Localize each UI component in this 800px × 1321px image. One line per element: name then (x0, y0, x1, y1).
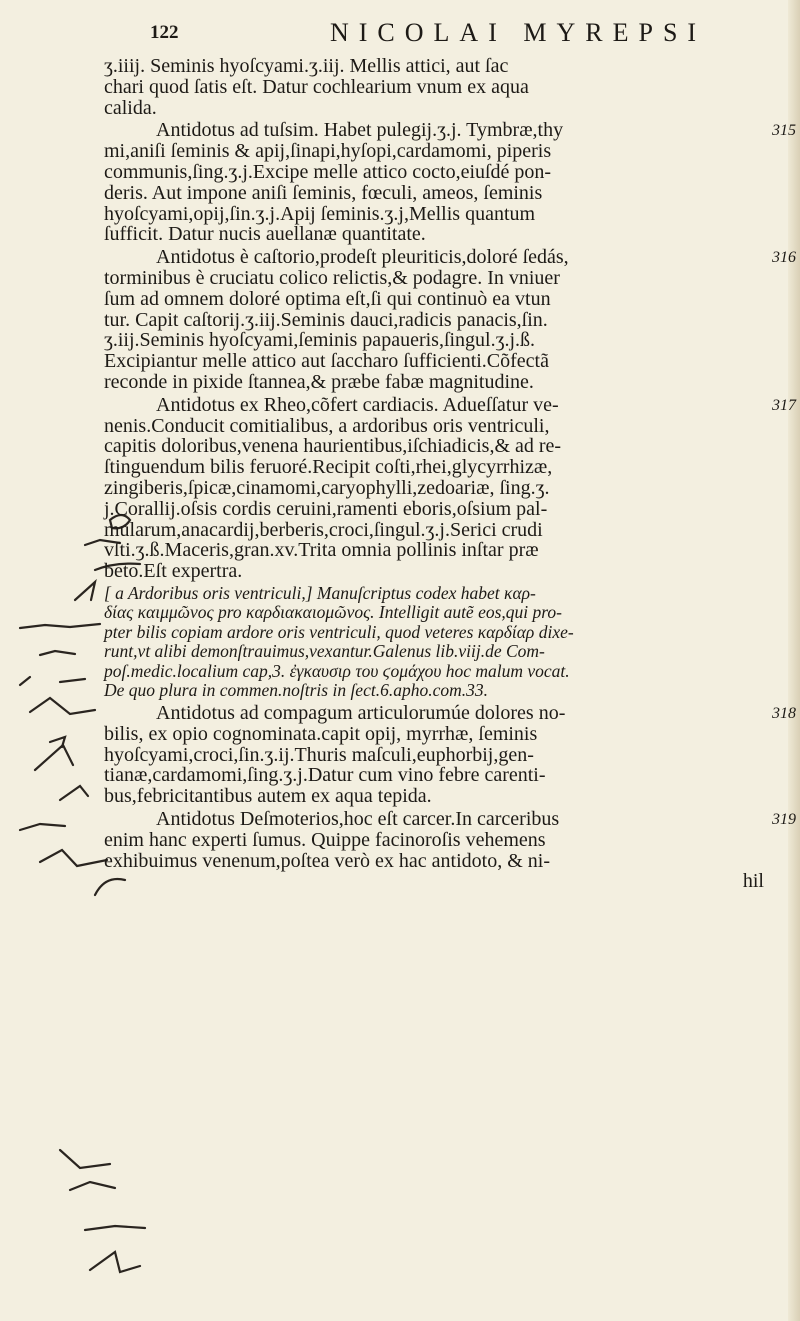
text-line: ſum ad omnem doloré optima eſt,ſi qui continuò ea vtun (104, 287, 551, 310)
text-line: j.Corallij.oſsis cordis ceruini,ramenti eboris,oſsium pal- (104, 497, 548, 520)
text-line: Antidotus Deſmoterios,hoc eſt carcer.In carceribus (156, 807, 560, 830)
page-header (40, 18, 780, 52)
footnote-line: De quo plura in commen.noſtris in ſect.6.apho.com.33. (104, 680, 488, 701)
page-edge-shadow (788, 0, 800, 1321)
text-line: Antidotus ad compagum articulorumúe dolores no- (156, 701, 566, 724)
footnote-line: poſ.medic.localium cap,3. ἐγκαυσιρ του ϛομάχου hoc malum vocat. (104, 660, 570, 681)
text-line: ſufficit. Datur nucis auellanæ quantitate. (104, 223, 426, 246)
paragraph-0 (104, 56, 764, 118)
text-line: mi,aniſi ſeminis & apij,ſinapi,hyſopi,cardamomi, piperis (104, 140, 552, 163)
text-line: Excipiantur melle attico aut ſaccharo ſufficienti.Cõfectã (104, 350, 549, 373)
paragraph-316 (104, 246, 796, 393)
margin-number: 315 (772, 122, 796, 140)
text-line: torminibus è cruciatu colico relictis,& podagre. In vniuer (104, 266, 560, 289)
text-line: hyoſcyami,opij,ſin.ʒ.j.Apij ſeminis.ʒ.j,Mellis quantum (104, 202, 536, 225)
footnote-a (104, 584, 764, 701)
page-number: 122 (150, 22, 179, 43)
text-line: ʒ.iij.Seminis hyoſcyami,ſeminis papaueris,ſingul.ʒ.j.ß. (104, 329, 536, 352)
text-line: reconde in pixide ſtannea,& præbe fabæ magnitudine. (104, 370, 534, 393)
text-line: capitis doloribus,venena haurientibus,iſchiadicis,& ad re- (104, 435, 562, 458)
footnote-line: δίας καιμμῶνος pro καρδιακαιομῶνος. Intelligit autẽ eos,qui pro- (104, 602, 563, 623)
text-line: beto.Eſt expertra. (104, 560, 243, 583)
text-line: hyoſcyami,croci,ſin.ʒ.ij.Thuris maſculi,euphorbij,gen- (104, 743, 534, 766)
text-line: bus,febricitantibus autem ex aqua tepida. (104, 785, 432, 808)
running-title: NICOLAI MYREPSI (330, 18, 707, 47)
text-line: Antidotus ad tuſsim. Habet pulegij.ʒ.j. Tymbræ,thy (156, 119, 564, 142)
margin-number: 318 (772, 704, 796, 722)
text-line: chari quod ſatis eſt. Datur cochlearium vnum ex aqua (104, 75, 529, 98)
margin-number: 316 (772, 249, 796, 267)
text-line: zingiberis,ſpicæ,cinamomi,caryophylli,zedoariæ, ſing.ʒ. (104, 476, 550, 499)
text-line: enim hanc experti ſumus. Quippe facinoroſis vehemens (104, 828, 546, 851)
paragraph-317 (104, 393, 796, 583)
text-line: Antidotus ex Rheo,cõfert cardiacis. Adueſſatur ve- (156, 393, 559, 416)
footnote-line: [ a Ardoribus oris ventriculi,] Manuſcriptus codex habet καρ- (104, 582, 536, 603)
text-line: tianæ,cardamomi,ſing.ʒ.j.Datur cum vino febre carenti- (104, 764, 546, 787)
text-line: mularum,anacardij,berberis,croci,ſingul.ʒ.j.Serici crudi (104, 518, 543, 541)
text-line: tur. Capit caſtorij.ʒ.iij.Seminis dauci,radicis panacis,ſin. (104, 308, 548, 331)
text-line: vſti.ʒ.ß.Maceris,gran.xv.Trita omnia pollinis inſtar præ (104, 539, 539, 562)
paragraph-315 (104, 119, 796, 246)
text-line: ʒ.iiij. Seminis hyoſcyami.ʒ.iij. Mellis attici, aut ſac (104, 55, 509, 77)
text-line: bilis, ex opio cognominata.capit opij, myrrhæ, ſeminis (104, 722, 538, 745)
footnote-line: pter bilis copiam ardore oris ventriculi, quod veteres καρδίαρ dixe- (104, 621, 574, 642)
text-line: deris. Aut impone aniſi ſeminis, fœculi, ameos, ſeminis (104, 181, 543, 204)
ink-flourish-marks (0, 1140, 220, 1300)
text-line: nenis.Conducit comitialibus, a ardoribus oris ventriculi, (104, 414, 550, 437)
margin-number: 319 (772, 810, 796, 828)
main-text (104, 55, 796, 893)
margin-number: 317 (772, 396, 796, 414)
paragraph-318 (104, 701, 796, 808)
text-line: communis,ſing.ʒ.j.Excipe melle attico cocto,eiuſdé pon- (104, 160, 552, 183)
footnote-line: runt,vt alibi demonſtrauimus,vexantur.Galenus lib.viij.de Com- (104, 641, 545, 662)
text-line: Antidotus è caſtorio,prodeſt pleuriticis,doloré ſedás, (156, 246, 569, 269)
text-line: calida. (104, 96, 157, 119)
text-line: exhibuimus venenum,poſtea verò ex hac antidoto, & ni- (104, 849, 550, 872)
paragraph-319 (104, 807, 796, 893)
text-line: ſtinguendum bilis feruoré.Recipit coſti,rhei,glycyrrhizæ, (104, 456, 553, 479)
catchword: hil (742, 870, 764, 893)
